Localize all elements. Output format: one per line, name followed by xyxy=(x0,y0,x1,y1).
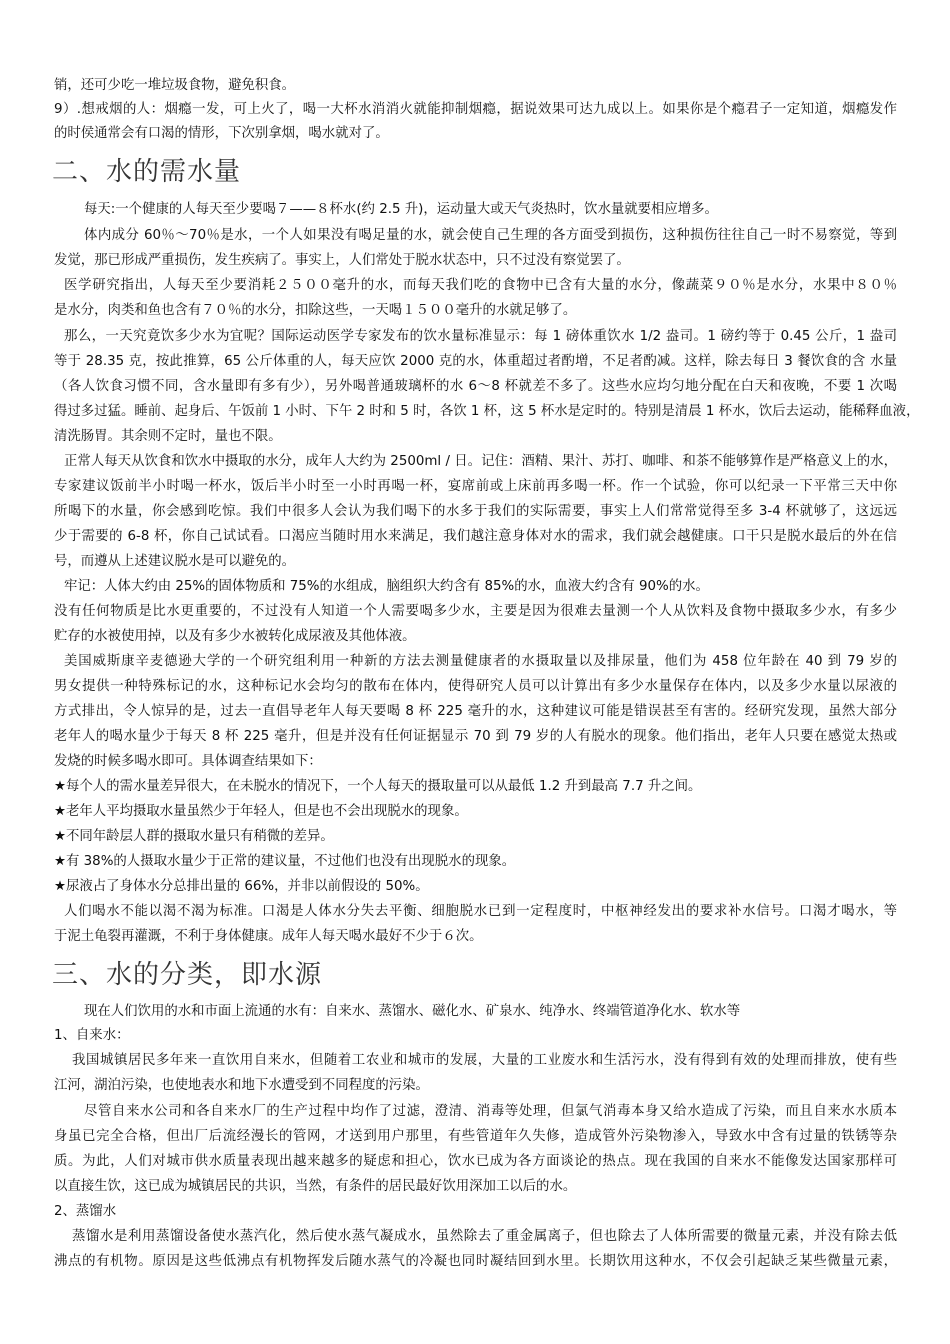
text-line: 蒸馏水是利用蒸馏设备使水蒸汽化，然后使水蒸气凝成水，虽然除去了重金属离子，但也除去了人体所需要的微量元素，并没有除去低 xyxy=(72,1229,897,1244)
bullet-item: ★尿液占了身体水分总排出量的 66%，并非以前假设的 50%。 xyxy=(54,879,429,894)
bullet-item: ★有 38%的人摄取水量少于正常的建议量，不过他们也没有出现脱水的现象。 xyxy=(54,854,516,869)
text-line: 正常人每天从饮食和饮水中摄取的水分，成年人大约为 2500ml / 日。记住：酒精、果汁、苏打、咖啡、和茶不能够算作是严格意义上的水， xyxy=(64,454,897,469)
section-heading-water-demand: 二、水的需水量 xyxy=(52,157,242,187)
text-line: 的时侯通常会有口渴的情形，下次别拿烟，喝水就对了。 xyxy=(54,126,389,141)
subsection-heading: 1、自来水： xyxy=(54,1028,130,1043)
text-line: 男女提供一种特殊标记的水，这种标记水会均匀的散布在体内，使得研究人员可以计算出有多少水量保存在体内，以及多少水量以尿液的 xyxy=(54,679,897,694)
text-line: 现在人们饮用的水和市面上流通的水有：自来水、蒸馏水、磁化水、矿泉水、纯净水、终端管道净化水、软水等 xyxy=(84,1004,741,1019)
text-line: 等于 28.35 克，按此推算，65 公斤体重的人，每天应饮 2000 克的水，体重超过者酌增，不足者酌减。这样，除去每日 3 餐饮食的含 水量 xyxy=(54,354,897,369)
text-line: 体内成分 60％～70％是水，一个人如果没有喝足量的水，就会使自己生理的各方面受到损伤，这种损伤往往自己一时不易察觉，等到 xyxy=(84,228,897,243)
text-line: 牢记：人体大约由 25%的固体物质和 75%的水组成，脑组织大约含有 85%的水，血液大约含有 90%的水。 xyxy=(64,579,709,594)
text-line: 沸点的有机物。原因是这些低沸点有机物挥发后随水蒸气的冷凝也同时凝结回到水里。长期饮用这种水，不仅会引起缺乏某些微量元素， xyxy=(54,1254,897,1269)
text-line: 发烧的时候多喝水即可。具体调查结果如下： xyxy=(54,754,322,769)
text-line: 那么，一天究竟饮多少水为宜呢？国际运动医学专家发布的饮水量标准显示：每 1 磅体重饮水 1/2 盎司。1 磅约等于 0.45 公斤，1 盎司 xyxy=(64,329,897,344)
text-line: 尽管自来水公司和各自来水厂的生产过程中均作了过滤，澄清、消毒等处理，但氯气消毒本身又给水造成了污染，而且自来水水质本 xyxy=(84,1104,897,1119)
text-line: 贮存的水被使用掉，以及有多少水被转化成尿液及其他体液。 xyxy=(54,629,416,644)
text-line: 发觉，那已形成严重损伤，发生疾病了。事实上，人们常处于脱水状态中，只不过没有察觉罢了。 xyxy=(54,253,630,268)
bullet-item: ★每个人的需水量差异很大，在未脱水的情况下，一个人每天的摄取量可以从最低 1.2 升到最高 7.7 升之间。 xyxy=(54,779,702,794)
text-line: 销，还可少吃一堆垃圾食物，避免积食。 xyxy=(54,78,296,93)
text-line: 得过多过猛。睡前、起身后、午饭前 1 小时、下午 2 时和 5 时，各饮 1 杯，这 5 杯水是定时的。特别是清晨 1 杯水，饮后去运动，能稀释血液， xyxy=(54,404,920,419)
text-line: 老年人的喝水量少于每天 8 杯 225 毫升，但是并没有任何证据显示 70 到 79 岁的人有脱水的现象。他们指出，老年人只要在感觉太热或 xyxy=(54,729,897,744)
text-line: 于泥土龟裂再灌溉，不利于身体健康。成年人每天喝水最好不少于６次。 xyxy=(54,929,483,944)
text-line: 少于需要的 6-8 杯，你自己试试看。口渴应当随时用水来满足，我们越注意身体对水的需求，我们就会越健康。口干只是脱水最后的外在信 xyxy=(54,529,897,544)
subsection-heading: 2、蒸馏水 xyxy=(54,1204,117,1219)
text-line: 9）.想戒烟的人：烟瘾一发，可上火了，喝一大杯水消消火就能抑制烟瘾，据说效果可达九成以上。如果你是个瘾君子一定知道，烟瘾发作 xyxy=(54,102,897,117)
text-line: 清洗肠胃。其余则不定时，量也不限。 xyxy=(54,429,282,444)
text-line: 我国城镇居民多年来一直饮用自来水，但随着工农业和城市的发展，大量的工业废水和生活污水，没有得到有效的处理而排放，使有些 xyxy=(72,1053,897,1068)
text-line: 美国威斯康辛麦德逊大学的一个研究组利用一种新的方法去测量健康者的水摄取量以及排尿量，他们为 458 位年龄在 40 到 79 岁的 xyxy=(64,654,897,669)
text-line: 所喝下的水量，你会感到吃惊。我们中很多人会认为我们喝下的水多于我们的实际需要，事实上人们常常觉得至多 3-4 杯就够了，这远远 xyxy=(54,504,897,519)
text-line: 没有任何物质是比水更重要的，不过没有人知道一个人需要喝多少水，主要是因为很难去量测一个人从饮料及食物中摄取多少水，有多少 xyxy=(54,604,897,619)
section-heading-water-types: 三、水的分类，即水源 xyxy=(52,960,323,990)
text-line: 是水分，肉类和鱼也含有７０％的水分，扣除这些，一天喝１５００毫升的水就足够了。 xyxy=(54,303,577,318)
text-line: 人们喝水不能以渴不渴为标准。口渴是人体水分失去平衡、细胞脱水已到一定程度时，中枢神经发出的要求补水信号。口渴才喝水，等 xyxy=(64,904,897,919)
text-line: 身虽已完全合格，但出厂后流经漫长的管网，才送到用户那里，有些管道年久失修，造成管外污染物渗入，导致水中含有过量的铁锈等杂 xyxy=(54,1129,897,1144)
text-line: 江河，湖泊污染，也使地表水和地下水遭受到不同程度的污染。 xyxy=(54,1078,429,1093)
text-line: 专家建议饭前半小时喝一杯水，饭后半小时至一小时再喝一杯，宴席前或上床前再多喝一杯。作一个试验，你可以纪录一下平常三天中你 xyxy=(54,479,897,494)
text-line: 号，而遵从上述建议脱水是可以避免的。 xyxy=(54,554,296,569)
text-line: （各人饮食习惯不同，含水量即有多有少），另外喝普通玻璃杯的水 6～8 杯就差不多了。这些水应均匀地分配在白天和夜晚，不要 1 次喝 xyxy=(54,379,897,394)
text-line: 以直接生饮，这已成为城镇居民的共识，当然，有条件的居民最好饮用深加工以后的水。 xyxy=(54,1179,577,1194)
text-line: 方式排出，令人惊异的是，过去一直倡导老年人每天要喝 8 杯 225 毫升的水，这种建议可能是错误甚至有害的。经研究发现，虽然大部分 xyxy=(54,704,897,719)
bullet-item: ★不同年龄层人群的摄取水量只有稍微的差异。 xyxy=(54,829,334,844)
text-line: 每天:一个健康的人每天至少要喝７——８杯水(约 2.5 升)，运动量大或天气炎热时，饮水量就要相应增多。 xyxy=(84,202,718,217)
bullet-item: ★老年人平均摄取水量虽然少于年轻人，但是也不会出现脱水的现象。 xyxy=(54,804,468,819)
text-line: 医学研究指出，人每天至少要消耗２５００毫升的水，而每天我们吃的食物中已含有大量的水分，像蔬菜９０％是水分，水果中８０％ xyxy=(64,278,897,293)
text-line: 质。为此，人们对城市供水质量表现出越来越多的疑虑和担心，饮水已成为各方面谈论的热点。现在我国的自来水不能像发达国家那样可 xyxy=(54,1154,897,1169)
